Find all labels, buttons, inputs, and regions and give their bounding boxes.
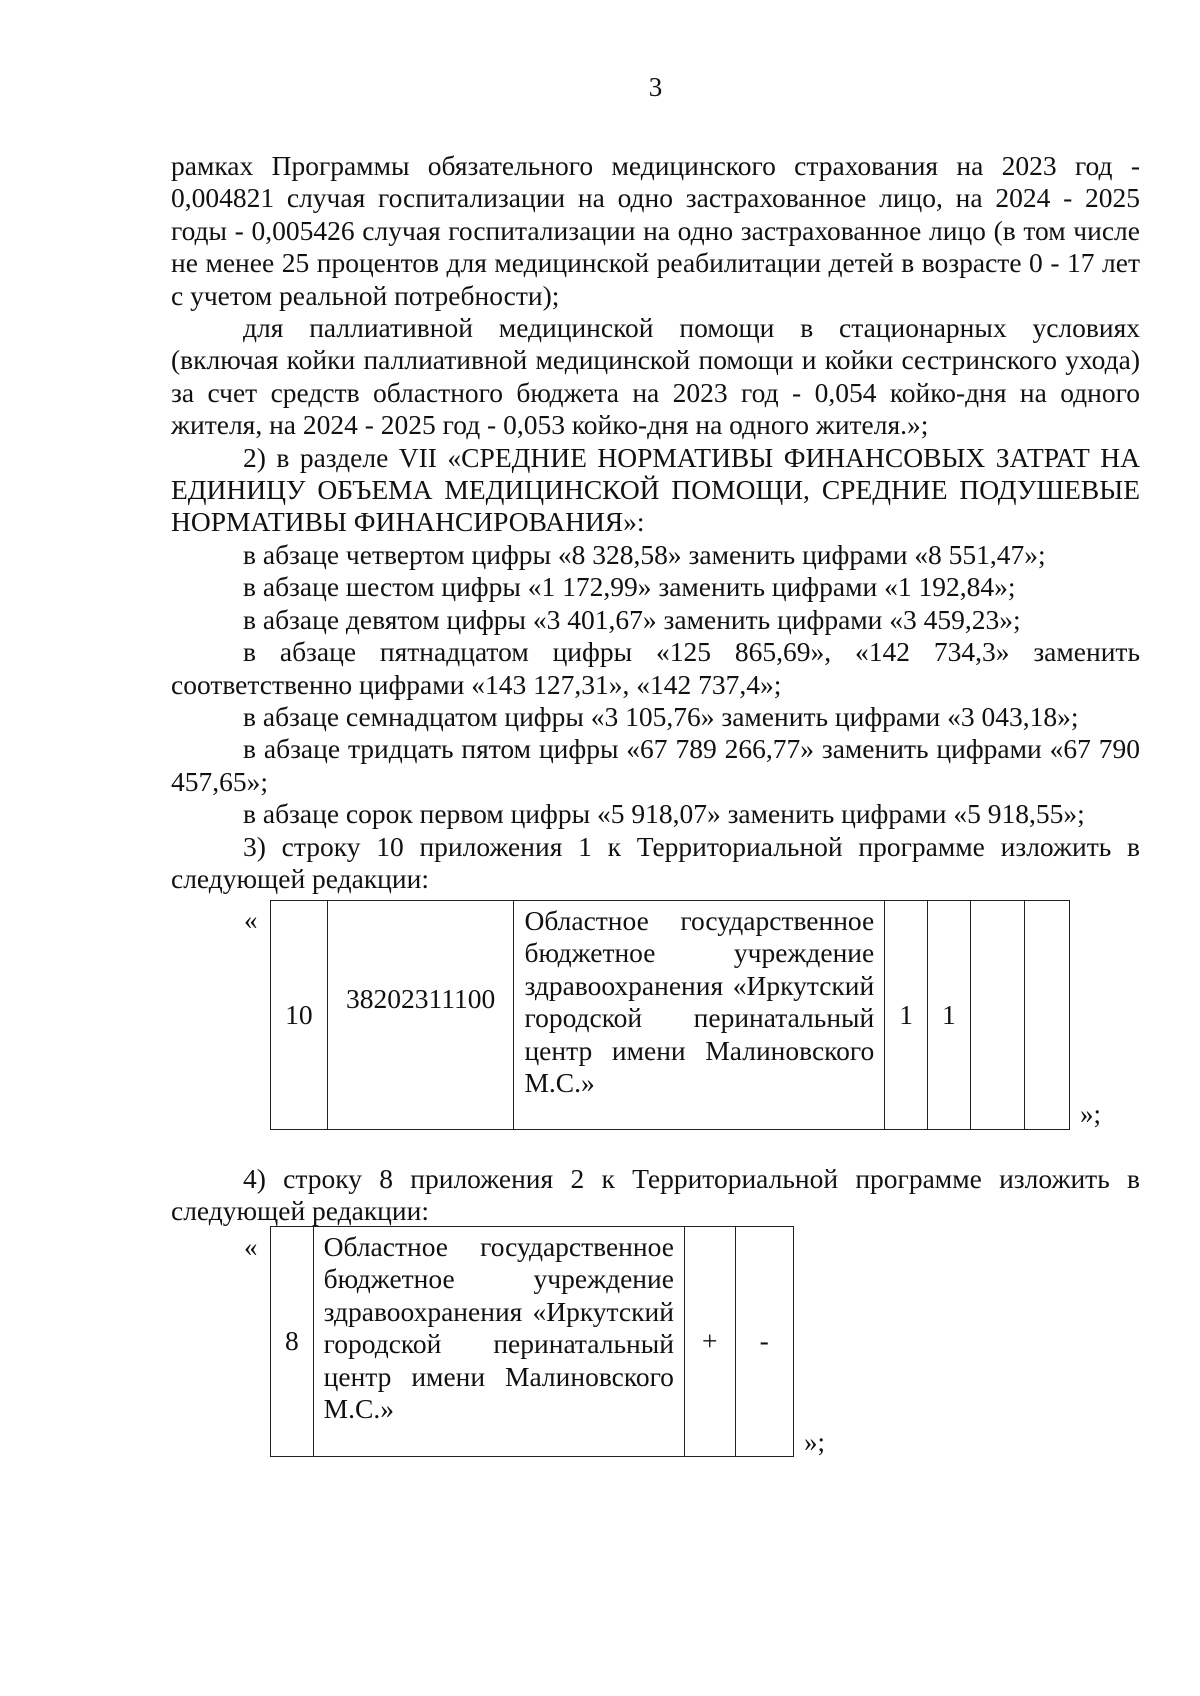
table2-organization: Областное государственное бюджетное учреждение здравоохранения «Иркутский городской перинатальный центр имени Малиновского М.С.» [313, 1227, 684, 1457]
table1-organization: Областное государственное бюджетное учреждение здравоохранения «Иркутский городской перинатальный центр имени Малиновского М.С.» [514, 901, 885, 1130]
table-appendix-2-row [270, 1226, 794, 1457]
paragraph-1: рамках Программы обязательного медицинского страхования на 2023 год - 0,004821 случая госпитализации на одно застрахованное лицо, на 2024 - 2025 годы - 0,005426 случая госпитализации на одно застрахованное лицо (в том числе не менее 25 процентов для медицинской реабилитации детей в возрасте 0 - 17 лет с учетом реальной потребности); [171, 150, 1140, 311]
page-number: 3 [648, 72, 663, 102]
table-appendix-1-row [270, 900, 1070, 1130]
paragraph-12: 4) строку 8 приложения 2 к Территориальной программе изложить в следующей редакции: [171, 1163, 1140, 1227]
body-text [171, 150, 1140, 895]
table1-col-1: 1 [885, 901, 928, 1130]
paragraph-10: в абзаце сорок первом цифры «5 918,07» заменить цифрами «5 918,55»; [243, 798, 1085, 830]
table2-col-1: + [684, 1227, 735, 1457]
table1-row-number: 10 [271, 901, 328, 1130]
table1-col-4 [1025, 901, 1070, 1130]
paragraph-2: для паллиативной медицинской помощи в стационарных условиях (включая койки паллиативной медицинской помощи и койки сестринского ухода) за счет средств областного бюджета на 2023 год - 0,054 койко-дня на одного жителя, на 2024 - 2025 год - 0,053 койко-дня на одного жителя.»; [171, 312, 1140, 441]
table1-close-quote: »; [1080, 1099, 1102, 1129]
paragraph-9: в абзаце тридцать пятом цифры «67 789 266,77» заменить цифрами «67 790 457,65»; [171, 733, 1140, 797]
paragraph-11: 3) строку 10 приложения 1 к Территориальной программе изложить в следующей редакции: [171, 830, 1140, 894]
paragraph-7: в абзаце пятнадцатом цифры «125 865,69», «142 734,3» заменить соответственно цифрами «143 127,31», «142 737,4»; [171, 636, 1140, 700]
paragraph-3: 2) в разделе VII «СРЕДНИЕ НОРМАТИВЫ ФИНАНСОВЫХ ЗАТРАТ НА ЕДИНИЦУ ОБЪЕМА МЕДИЦИНСКОЙ ПОМОЩИ, СРЕДНИЕ ПОДУШЕВЫЕ НОРМАТИВЫ ФИНАНСИРОВАНИЯ»: [171, 441, 1140, 538]
table1-open-quote: « [244, 905, 258, 935]
table-row [271, 1227, 794, 1457]
table2-close-quote: »; [804, 1427, 826, 1457]
table2-col-2: - [735, 1227, 793, 1457]
paragraph-6: в абзаце девятом цифры «3 401,67» заменить цифрами «3 459,23»; [243, 603, 1021, 635]
table2-open-quote: « [244, 1232, 258, 1262]
table1-col-3 [970, 901, 1025, 1130]
paragraph-8: в абзаце семнадцатом цифры «3 105,76» заменить цифрами «3 043,18»; [243, 700, 1079, 732]
table-row [271, 901, 1070, 1130]
table1-col-2: 1 [928, 901, 971, 1130]
paragraph-5: в абзаце шестом цифры «1 172,99» заменить цифрами «1 192,84»; [243, 571, 1016, 603]
table1-code: 38202311100 [327, 901, 514, 1130]
table2-row-number: 8 [271, 1227, 314, 1457]
paragraph-4: в абзаце четвертом цифры «8 328,58» заменить цифрами «8 551,47»; [243, 538, 1046, 570]
body-text-2 [171, 1163, 1140, 1228]
